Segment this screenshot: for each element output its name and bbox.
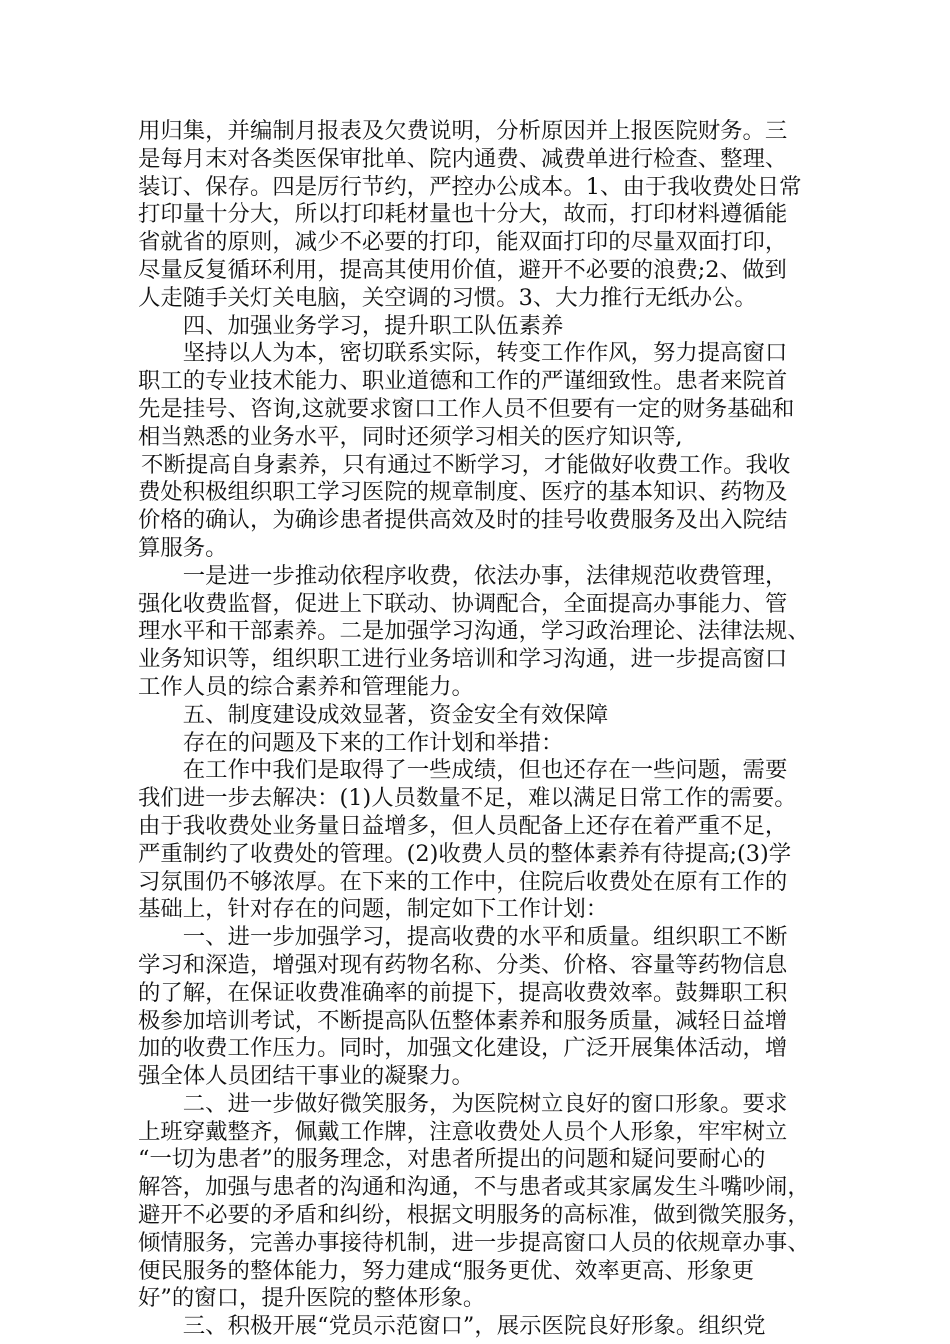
text-line: 打印量十分大，所以打印耗材量也十分大，故而，打印材料遵循能 <box>138 201 788 228</box>
text-line: 我们进一步去解决：(1)人员数量不足，难以满足日常工作的需要。 <box>138 785 797 812</box>
text-line: 用归集，并编制月报表及欠费说明，分析原因并上报医院财务。三 <box>138 118 788 144</box>
text-line: 装订、保存。四是厉行节约，严控办公成本。1、由于我收费处日常 <box>138 173 802 200</box>
text-line: 基础上，针对存在的问题，制定如下工作计划： <box>138 896 609 923</box>
text-line: 不断提高自身素养，只有通过不断学习，才能做好收费工作。我收 <box>141 451 791 478</box>
text-line: 费处积极组织职工学习医院的规章制度、医疗的基本知识、药物及 <box>138 479 788 506</box>
text-line: 倾情服务，完善办事接待机制，进一步提高窗口人员的依规章办事、 <box>138 1229 810 1256</box>
section-heading: 四、加强业务学习，提升职工队伍素养 <box>182 312 564 339</box>
paragraph-start: 三、积极开展“党员示范窗口”，展示医院良好形象。组织党 <box>182 1313 766 1340</box>
text-line: 便民服务的整体能力，努力建成“服务更优、效率更高、形象更 <box>138 1257 754 1284</box>
text-line: 由于我收费处业务量日益增多，但人员配备上还存在着严重不足， <box>138 812 788 839</box>
section-heading: 存在的问题及下来的工作计划和举措： <box>182 729 564 756</box>
text-line: 解答，加强与患者的沟通和沟通，不与患者或其家属发生斗嘴吵闹， <box>138 1174 810 1201</box>
text-line: “一切为患者”的服务理念，对患者所提出的问题和疑问要耐心的 <box>138 1146 766 1173</box>
text-line: 先是挂号、咨询,这就要求窗口工作人员不但要有一定的财务基础和 <box>138 395 795 422</box>
text-line: 是每月末对各类医保审批单、院内通费、减费单进行检查、整理、 <box>138 145 788 172</box>
text-line: 的了解，在保证收费准确率的前提下，提高收费效率。鼓舞职工积 <box>138 979 788 1006</box>
text-line: 上班穿戴整齐，佩戴工作牌，注意收费处人员个人形象，牢牢树立 <box>138 1118 788 1145</box>
text-line: 加的收费工作压力。同时，加强文化建设，广泛开展集体活动，增 <box>138 1035 788 1062</box>
text-line: 工作人员的综合素养和管理能力。 <box>138 673 474 700</box>
text-line: 业务知识等，组织职工进行业务培训和学习沟通，进一步提高窗口 <box>138 646 788 673</box>
section-heading: 五、制度建设成效显著，资金安全有效保障 <box>182 701 609 728</box>
text-line: 好”的窗口，提升医院的整体形象。 <box>138 1285 486 1312</box>
text-line: 强化收费监督，促进上下联动、协调配合，全面提高办事能力、管 <box>138 590 788 617</box>
text-line: 强全体人员团结干事业的凝聚力。 <box>138 1063 474 1090</box>
text-line: 算服务。 <box>138 534 228 561</box>
text-line: 价格的确认，为确诊患者提供高效及时的挂号收费服务及出入院结 <box>138 507 788 534</box>
text-line: 人走随手关灯关电脑，关空调的习惯。3、大力推行无纸办公。 <box>138 284 757 311</box>
text-line: 严重制约了收费处的管理。(2)收费人员的整体素养有待提高;(3)学 <box>138 840 792 867</box>
paragraph-start: 一是进一步推动依程序收费，依法办事，法律规范收费管理， <box>182 562 788 589</box>
document-body <box>138 118 810 1341</box>
paragraph-start: 坚持以人为本，密切联系实际，转变工作作风，努力提高窗口 <box>182 340 788 367</box>
text-line: 尽量反复循环利用，提高其使用价值，避开不必要的浪费;2、做到 <box>138 256 787 283</box>
text-line: 学习和深造，增强对现有药物名称、分类、价格、容量等药物信息 <box>138 951 788 978</box>
paragraph-start: 二、进一步做好微笑服务，为医院树立良好的窗口形象。要求 <box>182 1090 788 1117</box>
paragraph-start: 一、进一步加强学习，提高收费的水平和质量。组织职工不断 <box>182 924 788 951</box>
text-line: 极参加培训考试，不断提高队伍整体素养和服务质量，减轻日益增 <box>138 1007 788 1034</box>
text-line: 避开不必要的矛盾和纠纷，根据文明服务的高标准，做到微笑服务， <box>138 1202 810 1229</box>
paragraph-start: 在工作中我们是取得了一些成绩，但也还存在一些问题，需要 <box>182 757 788 784</box>
text-line: 省就省的原则，减少不必要的打印，能双面打印的尽量双面打印， <box>138 229 788 256</box>
text-line: 相当熟悉的业务水平，同时还须学习相关的医疗知识等, <box>138 423 683 450</box>
text-line: 职工的专业技术能力、职业道德和工作的严谨细致性。患者来院首 <box>138 368 788 395</box>
text-line: 习氛围仍不够浓厚。在下来的工作中，住院后收费处在原有工作的 <box>138 868 788 895</box>
text-line: 理水平和干部素养。二是加强学习沟通，学习政治理论、法律法规、 <box>138 618 810 645</box>
